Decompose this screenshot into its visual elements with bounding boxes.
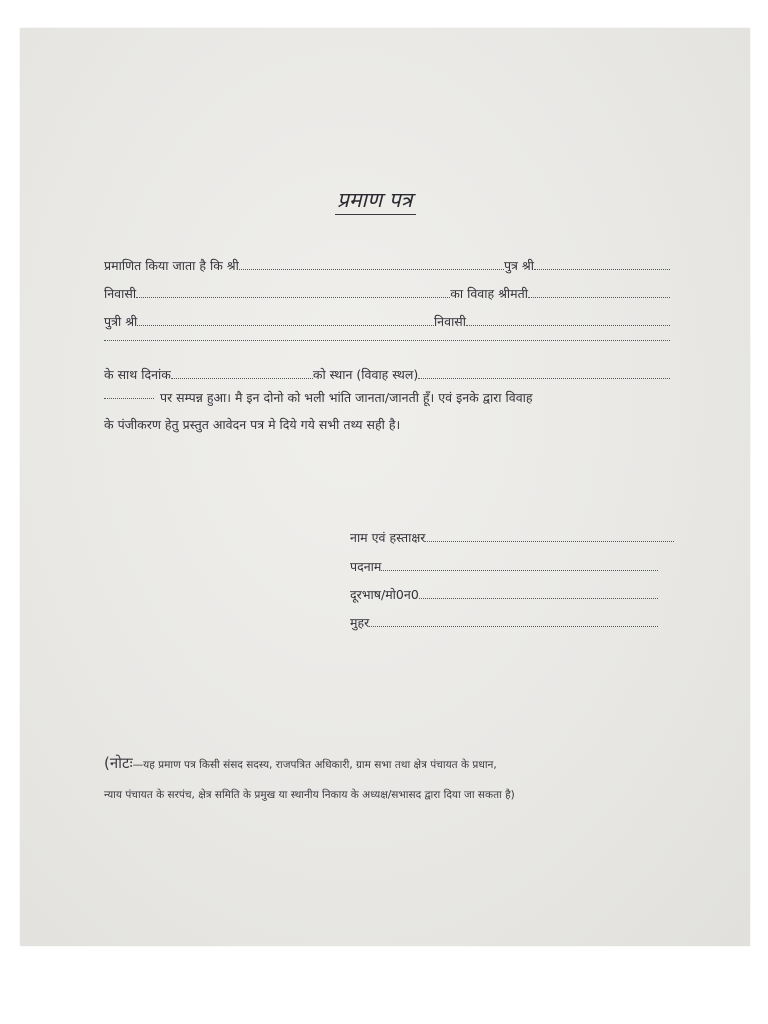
- at-venue-label: को स्थान (विवाह स्थल): [312, 367, 419, 382]
- note-block: [104, 748, 684, 810]
- bride-father-blank[interactable]: [137, 325, 434, 326]
- seal-label: मुहर: [350, 615, 370, 630]
- designation-row: [350, 559, 658, 574]
- son-of-label: पुत्र श्री: [503, 258, 534, 273]
- seal-blank[interactable]: [369, 626, 658, 627]
- groom-name-blank[interactable]: [239, 269, 504, 270]
- bride-name-blank[interactable]: [528, 297, 670, 298]
- bride-resident-label: निवासी: [433, 314, 466, 329]
- resident-label: निवासी: [104, 286, 137, 301]
- form-line-5: [104, 367, 670, 382]
- declaration-line-2: के पंजीकरण हेतु प्रस्तुत आवेदन पत्र मे दिये गये सभी तथ्य सही है।: [104, 417, 401, 432]
- groom-residence-blank[interactable]: [136, 297, 450, 298]
- form-line-4: [104, 340, 670, 344]
- form-line-2: [104, 286, 670, 301]
- form-line-3: [104, 314, 670, 329]
- declaration-line-1: पर सम्पन्न हुआ। मै इन दोनो को भली भांति जानता/जानती हूँ। एवं इनके द्वारा विवाह: [160, 390, 533, 405]
- venue-continued-blank[interactable]: [104, 398, 154, 399]
- note-lead: (नोटः: [104, 754, 133, 772]
- name-signature-label: नाम एवं हस्ताक्षर: [350, 530, 426, 545]
- with-date-label: के साथ दिनांक: [104, 367, 171, 382]
- seal-row: [350, 615, 658, 630]
- designation-blank[interactable]: [381, 570, 658, 571]
- form-line-1: [104, 258, 670, 273]
- bride-residence-continued-blank[interactable]: [104, 340, 670, 341]
- name-signature-blank[interactable]: [425, 541, 674, 542]
- note-line-1: —यह प्रमाण पत्र किसी संसद सदस्य, राजपत्रित अधिकारी, ग्राम सभा तथा क्षेत्र पंचायत के प्रधान,: [132, 759, 497, 771]
- note-line-2: न्याय पंचायत के सरपंच, क्षेत्र समिति के प्रमुख या स्थानीय निकाय के अध्यक्ष/सभासद द्वारा दिया जा सकता है): [104, 789, 515, 801]
- designation-label: पदनाम: [350, 559, 382, 574]
- declaration-paragraph: [104, 384, 676, 438]
- marriage-date-blank[interactable]: [171, 378, 313, 379]
- daughter-of-label: पुत्री श्री: [104, 314, 138, 329]
- certified-that-label: प्रमाणित किया जाता है कि श्री: [104, 258, 239, 273]
- married-to-label: का विवाह श्रीमती: [450, 286, 528, 301]
- phone-row: [350, 587, 658, 602]
- phone-label: दूरभाष/मो0न0: [350, 587, 419, 602]
- phone-blank[interactable]: [419, 598, 658, 599]
- document-title: प्रमाण पत्र: [335, 188, 416, 215]
- signature-name-row: [350, 530, 674, 545]
- marriage-venue-blank[interactable]: [418, 378, 670, 379]
- groom-father-blank[interactable]: [534, 269, 670, 270]
- bride-residence-blank[interactable]: [466, 325, 670, 326]
